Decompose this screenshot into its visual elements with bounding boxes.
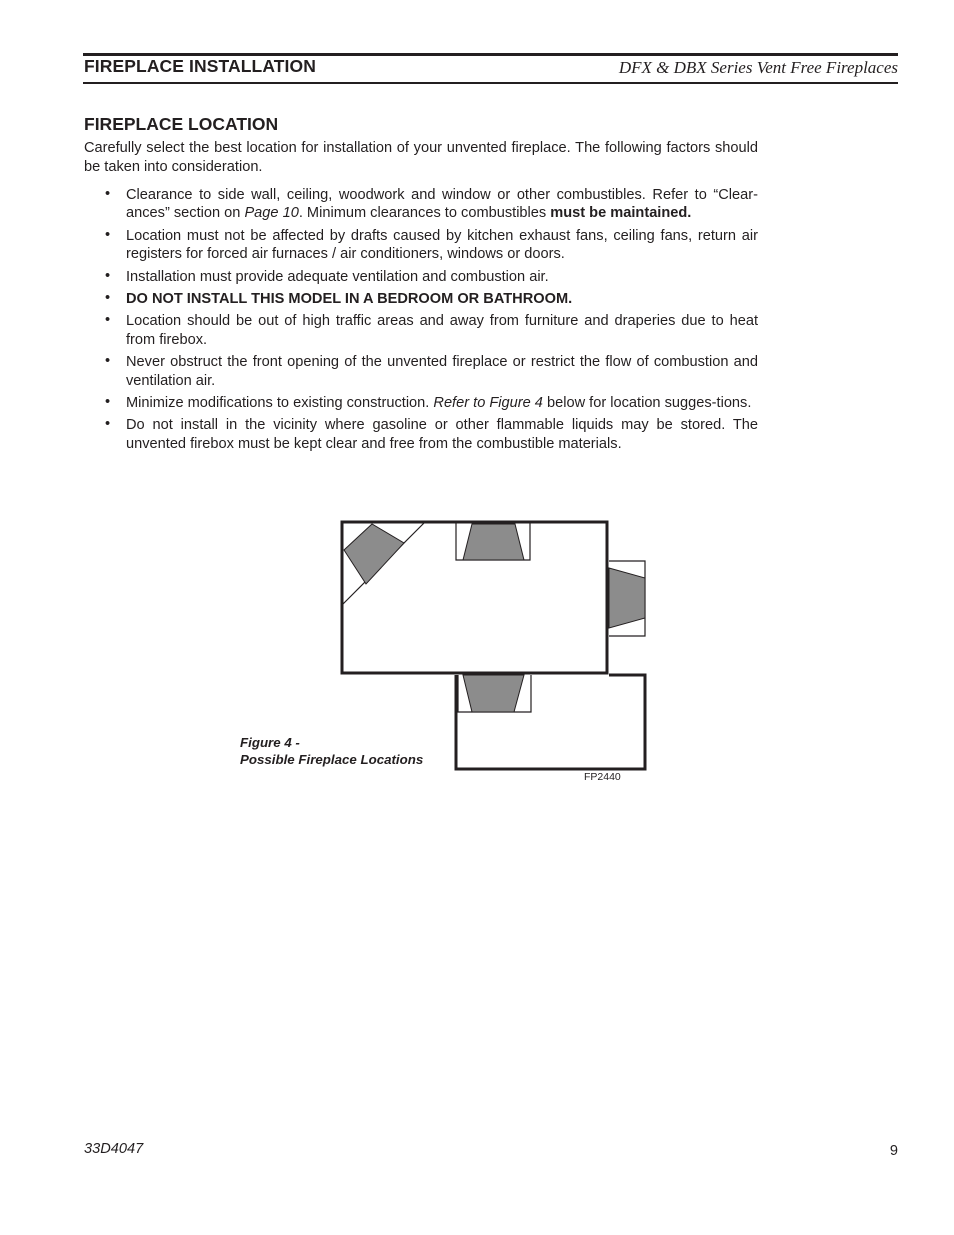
list-item: • Location must not be affected by drafts caused by kitchen exhaust fans, ceiling fans, return air registers for forced air furnaces / air conditioners, windows or doors.: [105, 226, 758, 263]
bullet-icon: •: [105, 353, 111, 370]
figure-caption-title: Possible Fireplace Locations: [240, 752, 424, 767]
document-number: 33D4047: [84, 1141, 144, 1157]
figure-caption-number: Figure 4 -: [240, 735, 300, 750]
top-wall-fireplace-icon: [463, 524, 524, 560]
bullet-icon: •: [105, 416, 111, 433]
corner-fireplace-icon: [344, 524, 404, 584]
list-item: • Never obstruct the front opening of the unvented fireplace or restrict the flow of combustion and ventilation air.: [105, 353, 758, 389]
bullet-icon: •: [105, 226, 111, 243]
list-item: • Clearance to side wall, ceiling, woodwork and window or other combustibles. Refer to “Clear-ances” section on Page 10. Minimum clearances to combustibles must be maintained.: [105, 186, 758, 222]
list-item: • Installation must provide adequate ventilation and combustion air.: [105, 267, 549, 285]
bullet-icon: •: [105, 290, 111, 307]
figure-caption: [240, 734, 423, 768]
lower-room-fireplace-icon: [463, 675, 524, 712]
bullet-icon: •: [105, 186, 111, 202]
list-item: • Minimize modifications to existing construction. Refer to Figure 4 below for location sugges-tions.: [105, 394, 752, 412]
bullet-icon: •: [105, 394, 111, 411]
figure-id: FP2440: [584, 771, 621, 783]
series-title: DFX & DBX Series Vent Free Fireplaces: [618, 58, 898, 77]
bullet-icon: •: [105, 267, 111, 284]
list-item: • DO NOT INSTALL THIS MODEL IN A BEDROOM OR BATHROOM.: [105, 290, 573, 308]
page-number: 9: [889, 1143, 898, 1159]
list-item: • Location should be out of high traffic areas and away from furniture and draperies due to heat from firebox.: [105, 312, 758, 348]
intro-paragraph: Carefully select the best location for installation of your unvented fireplace. The following factors should be taken into consideration.: [84, 140, 758, 175]
side-wall-fireplace-icon: [609, 568, 645, 628]
section-title: FIREPLACE INSTALLATION: [84, 56, 316, 76]
list-item: • Do not install in the vicinity where gasoline or other flammable liquids may be stored. The unvented firebox must be kept clear and free from the combustible materials.: [105, 416, 758, 452]
bullet-icon: •: [105, 312, 111, 329]
page-heading: FIREPLACE LOCATION: [84, 114, 279, 134]
